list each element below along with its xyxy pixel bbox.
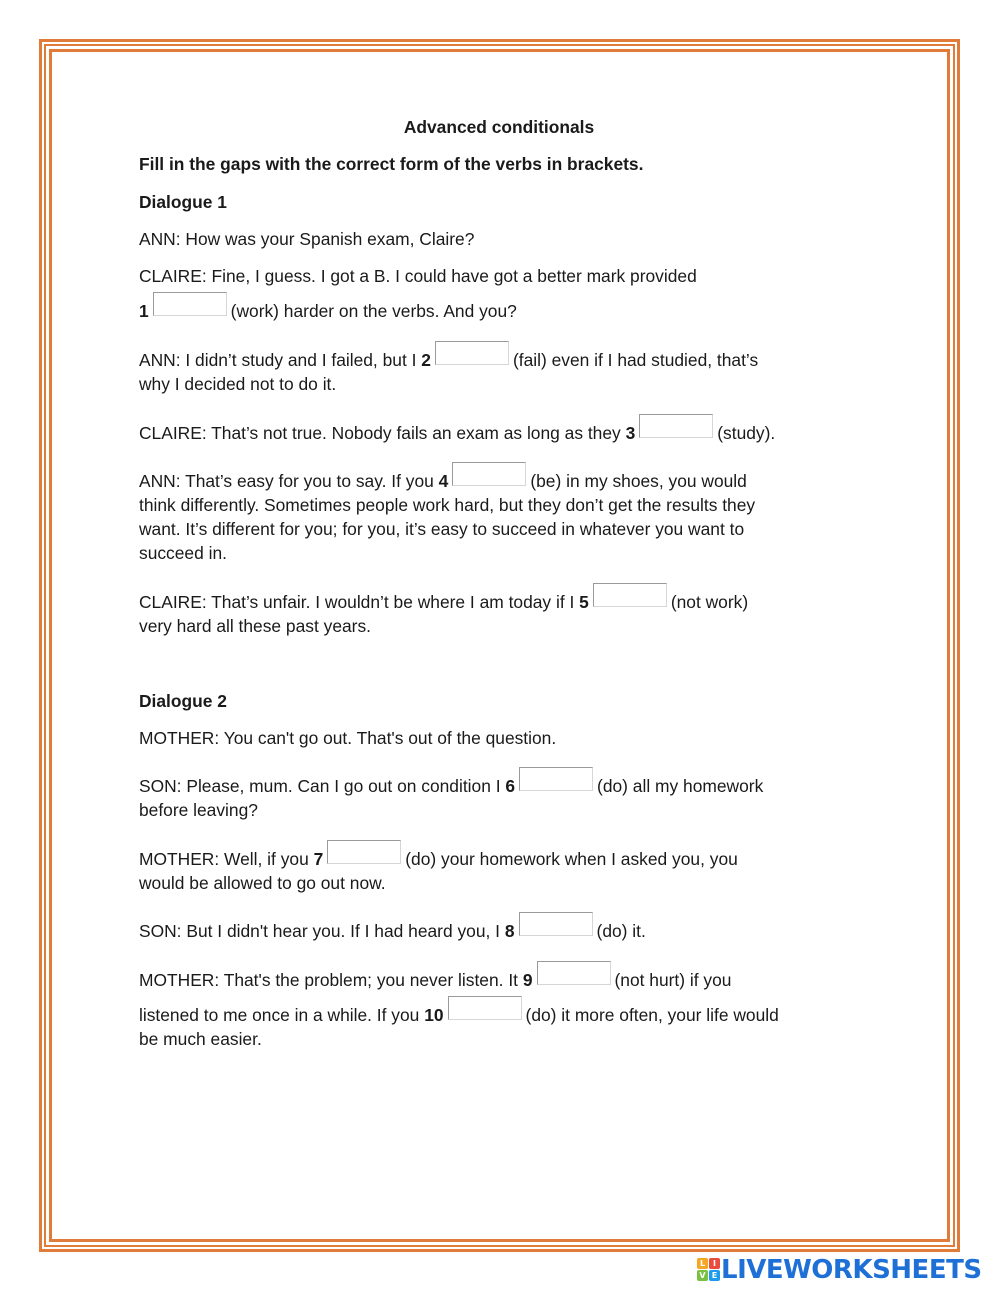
dialogue2-line: be much easier. bbox=[139, 1029, 262, 1049]
answer-box-2[interactable] bbox=[435, 341, 509, 365]
dialogue1-line-gap4 bbox=[139, 469, 747, 493]
answer-box-6[interactable] bbox=[519, 767, 593, 791]
gap-number-5: 5 bbox=[579, 592, 589, 612]
line-text: CLAIRE: That’s unfair. I wouldn’t be where I am today if I bbox=[139, 592, 575, 612]
dialogue1-line-gap5 bbox=[139, 590, 748, 614]
dialogue1-line: think differently. Sometimes people work hard, but they don’t get the results they bbox=[139, 495, 756, 515]
gap-number-2: 2 bbox=[421, 350, 431, 370]
gap-number-7: 7 bbox=[313, 849, 324, 869]
dialogue2-line: MOTHER: You can't go out. That's out of the question. bbox=[139, 728, 557, 748]
logo-square-v: V bbox=[697, 1270, 708, 1281]
gap-number-8: 8 bbox=[504, 921, 515, 941]
dialogue1-line: want. It’s different for you; for you, it’s easy to succeed in whatever you want to bbox=[139, 519, 745, 539]
line-text: listened to me once in a while. If you bbox=[139, 1005, 420, 1025]
line-text: SON: Please, mum. Can I go out on condition I bbox=[139, 776, 501, 796]
dialogue2-line-gap7 bbox=[139, 847, 738, 871]
dialogue1-line: succeed in. bbox=[139, 543, 227, 563]
line-text: ANN: I didn’t study and I failed, but I bbox=[139, 350, 417, 370]
line-text: (do) it. bbox=[596, 921, 646, 941]
answer-box-7[interactable] bbox=[327, 840, 401, 864]
line-text: (do) all my homework bbox=[597, 776, 764, 796]
answer-box-8[interactable] bbox=[519, 912, 593, 936]
gap-number-9: 9 bbox=[522, 970, 533, 990]
line-text: (do) your homework when I asked you, you bbox=[405, 849, 738, 869]
logo-square-i: I bbox=[709, 1258, 720, 1269]
dialogue1-line: why I decided not to do it. bbox=[139, 374, 337, 394]
line-text: (not work) bbox=[670, 592, 749, 612]
logo-square-l: L bbox=[697, 1258, 708, 1269]
dialogue1-line: CLAIRE: Fine, I guess. I got a B. I could have got a better mark provided bbox=[139, 266, 697, 286]
dialogue2-line: would be allowed to go out now. bbox=[139, 873, 386, 893]
line-text: MOTHER: Well, if you bbox=[139, 849, 309, 869]
dialogue1-line-gap3 bbox=[139, 421, 775, 445]
line-text: MOTHER: That's the problem; you never listen. It bbox=[139, 970, 518, 990]
answer-box-4[interactable] bbox=[452, 462, 526, 486]
line-text: CLAIRE: That’s not true. Nobody fails an exam as long as they bbox=[139, 423, 621, 443]
dialogue1-line-gap1 bbox=[139, 299, 517, 323]
instructions: Fill in the gaps with the correct form of the verbs in brackets. bbox=[139, 154, 644, 174]
answer-box-9[interactable] bbox=[537, 961, 611, 985]
answer-box-5[interactable] bbox=[593, 583, 667, 607]
dialogue2-line-gap8 bbox=[139, 919, 646, 943]
dialogue1-line: ANN: How was your Spanish exam, Claire? bbox=[139, 229, 475, 249]
line-text: (be) in my shoes, you would bbox=[530, 471, 747, 491]
gap-number-1: 1 bbox=[139, 301, 149, 321]
logo-squares-icon bbox=[697, 1258, 721, 1282]
gap-number-3: 3 bbox=[625, 423, 636, 443]
line-text: ANN: That’s easy for you to say. If you bbox=[139, 471, 434, 491]
gap-number-6: 6 bbox=[505, 776, 516, 796]
line-text: (fail) even if I had studied, that’s bbox=[512, 350, 759, 370]
answer-box-3[interactable] bbox=[639, 414, 713, 438]
dialogue1-line: very hard all these past years. bbox=[139, 616, 371, 636]
answer-box-1[interactable] bbox=[153, 292, 227, 316]
dialogue2-line-gap9 bbox=[139, 968, 731, 992]
dialogue1-line-gap2 bbox=[139, 348, 758, 372]
line-text: (not hurt) if you bbox=[614, 970, 732, 990]
worksheet-title: Advanced conditionals bbox=[403, 117, 595, 137]
logo-square-e: E bbox=[709, 1270, 720, 1281]
dialogue2-line: before leaving? bbox=[139, 800, 258, 820]
dialogue1-heading: Dialogue 1 bbox=[139, 192, 227, 212]
logo-text: LIVEWORKSHEETS bbox=[721, 1255, 982, 1285]
line-text: (study). bbox=[717, 423, 776, 443]
line-text: (do) it more often, your life would bbox=[525, 1005, 779, 1025]
line-text: (work) harder on the verbs. And you? bbox=[230, 301, 517, 321]
line-text: SON: But I didn't hear you. If I had heard you, I bbox=[139, 921, 501, 941]
answer-box-10[interactable] bbox=[448, 996, 522, 1020]
dialogue2-heading: Dialogue 2 bbox=[139, 691, 227, 711]
gap-number-4: 4 bbox=[438, 471, 449, 491]
dialogue2-line-gap10 bbox=[139, 1003, 779, 1027]
dialogue2-line-gap6 bbox=[139, 774, 763, 798]
gap-number-10: 10 bbox=[424, 1005, 444, 1025]
